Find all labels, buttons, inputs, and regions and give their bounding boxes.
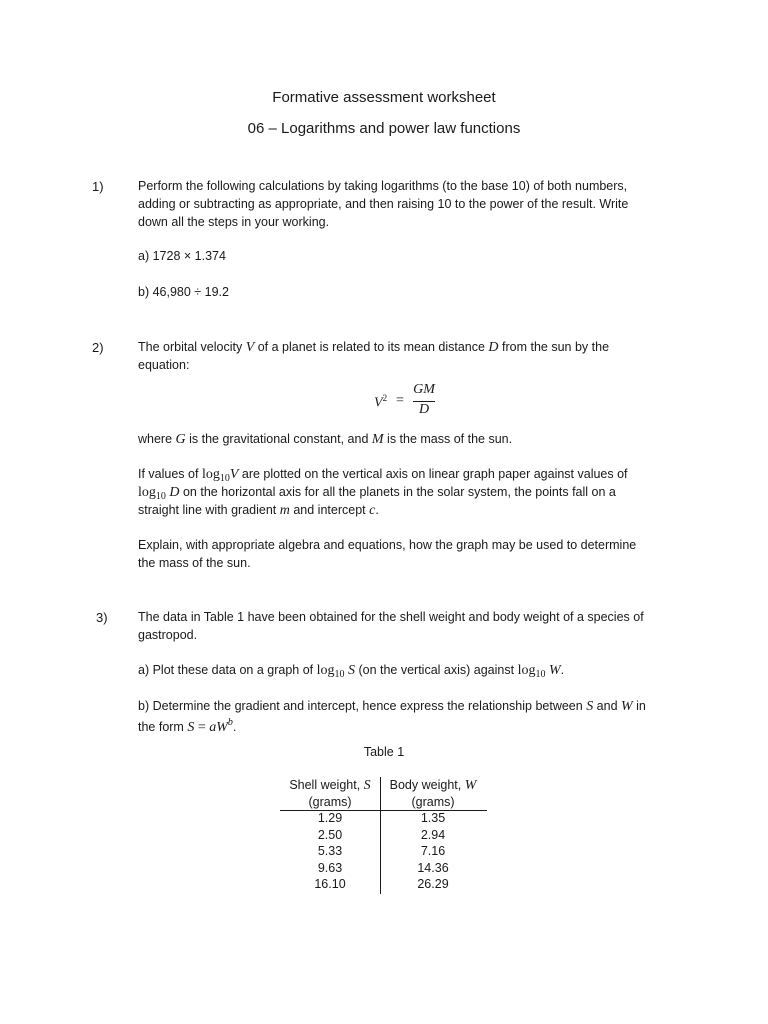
- column-header: [280, 777, 380, 794]
- q3-part-b-line2: [138, 717, 236, 736]
- equation-equals: =: [396, 393, 404, 408]
- column-unit: (grams): [411, 794, 455, 809]
- q2-text-part: straight line with gradient: [138, 503, 280, 517]
- log-function: log: [138, 485, 156, 500]
- q1-text-line3: down all the steps in your working.: [138, 215, 330, 229]
- q3-text-part: the form: [138, 720, 188, 734]
- q3-text-part: b) Determine the gradient and intercept, hence express the relationship between: [138, 699, 587, 713]
- variable-s: S: [187, 720, 195, 735]
- q2-para2-line3: [138, 503, 379, 519]
- table-cell: 1.35: [420, 811, 446, 825]
- variable-m-gradient: m: [279, 503, 290, 518]
- log-function: log: [517, 663, 536, 678]
- body-weight-column: [383, 777, 483, 893]
- form-equals: =: [194, 720, 210, 735]
- q3-text-part: .: [560, 663, 565, 677]
- q2-text-part: from the sun by the: [498, 340, 610, 354]
- table-cell: 7.16: [420, 844, 446, 858]
- log-function: log: [316, 663, 335, 678]
- table-cell: 26.29: [417, 877, 449, 891]
- q3-text-part: and: [593, 699, 621, 713]
- page-title: Formative assessment worksheet: [272, 89, 496, 106]
- q3-text-part: (on the vertical axis) against: [354, 663, 518, 677]
- q2-text-part: of a planet is related to its mean distance: [254, 340, 489, 354]
- q3-text-part: in: [632, 699, 646, 713]
- variable-w: W: [621, 699, 633, 714]
- q2-text-part: where: [138, 432, 176, 446]
- q2-text-part: is the gravitational constant, and: [185, 432, 372, 446]
- log-base: 10: [219, 473, 230, 484]
- q2-text-part: .: [375, 503, 379, 517]
- variable-w: W: [548, 663, 561, 678]
- question-3-number: 3): [96, 610, 108, 625]
- q2-text-part: is the mass of the sun.: [383, 432, 513, 446]
- equation-lhs-exponent: 2: [382, 393, 388, 403]
- variable-d: D: [488, 340, 499, 355]
- q3-part-b-line1: [138, 699, 646, 715]
- table-cell: 5.33: [317, 844, 343, 858]
- log-base: 10: [334, 669, 345, 680]
- q2-where-line: [138, 432, 512, 448]
- variable-s: S: [363, 778, 371, 793]
- q3-text-line2: gastropod.: [138, 628, 198, 642]
- table-cell: 2.94: [420, 827, 446, 842]
- log-base: 10: [535, 669, 546, 680]
- q3-text-part: .: [232, 720, 237, 734]
- variable-d: D: [169, 485, 180, 500]
- header-text: Body weight,: [389, 778, 465, 792]
- q2-text-part: If values of: [138, 467, 202, 481]
- q3-text-part: a) Plot these data on a graph of: [138, 663, 317, 677]
- variable-c: c: [369, 503, 376, 518]
- q2-text-part: The orbital velocity: [138, 340, 246, 354]
- equation-numerator: GM: [413, 382, 435, 397]
- orbital-velocity-equation: [374, 382, 444, 422]
- variable-v: V: [229, 467, 239, 482]
- q2-text-line2: equation:: [138, 358, 190, 372]
- q3-text-line1: The data in Table 1 have been obtained for the shell weight and body weight of a species of: [138, 610, 644, 624]
- page-subtitle: 06 – Logarithms and power law functions: [247, 120, 521, 137]
- q2-text-part: on the horizontal axis for all the planets in the solar system, the points fall on a: [179, 485, 616, 499]
- log-base: 10: [155, 491, 166, 502]
- table-cell: 1.29: [317, 811, 343, 825]
- q1-part-b: b) 46,980 ÷ 19.2: [138, 285, 229, 299]
- table-cell: 2.50: [317, 827, 343, 842]
- q2-text-part: and intercept: [289, 503, 370, 517]
- q3-part-a: [138, 663, 564, 680]
- table-caption: Table 1: [363, 745, 405, 759]
- q1-text-line2: adding or subtracting as appropriate, and then raising 10 to the power of the result. Write: [138, 197, 629, 211]
- variable-s: S: [347, 663, 355, 678]
- table-vertical-divider: [380, 777, 381, 894]
- shell-weight-column: [280, 777, 380, 893]
- form-exponent: b: [227, 717, 233, 728]
- header-text: Shell weight,: [289, 778, 364, 792]
- log-function: log: [201, 467, 220, 482]
- variable-v: V: [245, 340, 255, 355]
- question-2-number: 2): [92, 340, 104, 355]
- variable-w: W: [464, 778, 477, 793]
- equation-lhs-var: V: [374, 395, 383, 411]
- q2-text-line1: [138, 340, 609, 356]
- q2-text-part: are plotted on the vertical axis on linear graph paper against values of: [238, 467, 628, 481]
- question-1-number: 1): [92, 179, 104, 194]
- q2-para3-line2: the mass of the sun.: [138, 556, 251, 570]
- equation-denominator: D: [418, 402, 430, 417]
- q1-text-line1: Perform the following calculations by taking logarithms (to the base 10) of both numbers,: [138, 179, 628, 193]
- table-cell: 16.10: [314, 877, 346, 891]
- q2-para2-line1: [138, 467, 628, 484]
- variable-m-mass: M: [371, 432, 384, 447]
- q1-part-a: a) 1728 × 1.374: [138, 249, 226, 263]
- form-coefficient: aW: [209, 720, 228, 735]
- table-cell: 9.63: [317, 860, 343, 875]
- table-cell: 14.36: [417, 860, 449, 875]
- variable-s: S: [586, 699, 594, 714]
- equation-lhs: [374, 393, 387, 412]
- table-header-divider: [280, 810, 487, 811]
- q2-para3-line1: Explain, with appropriate algebra and equations, how the graph may be used to determine: [138, 538, 637, 552]
- column-unit: (grams): [308, 794, 352, 809]
- q2-para2-line2: [138, 485, 616, 502]
- column-header: [383, 777, 483, 794]
- variable-g: G: [175, 432, 186, 447]
